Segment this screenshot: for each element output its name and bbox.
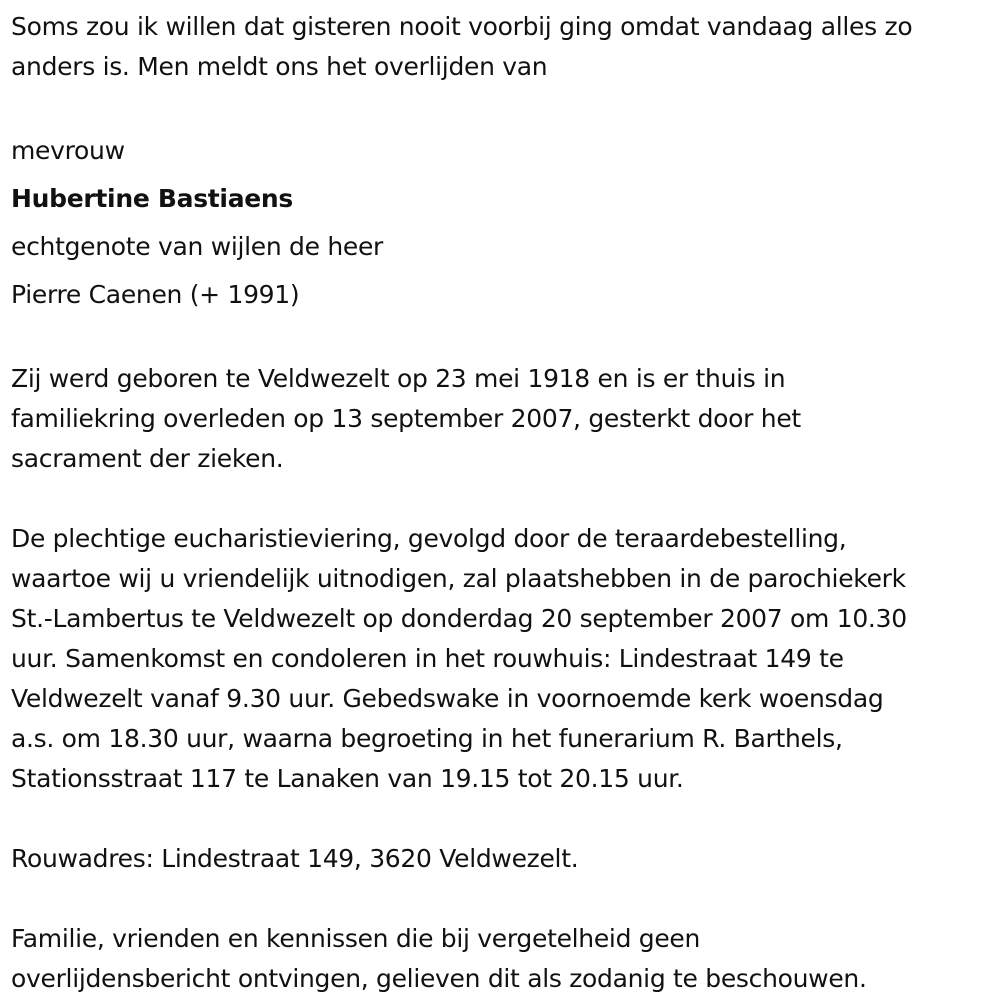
paragraph-line: Zij werd geboren te Veldwezelt op 23 mei 1918 en is er thuis in (11, 364, 786, 393)
paragraph-line: De plechtige eucharistieviering, gevolgd door de teraardebestelling, (11, 524, 847, 553)
birth-death-paragraph (11, 359, 996, 479)
paragraph-line: waartoe wij u vriendelijk uitnodigen, zal plaatshebben in de parochiekerk (11, 564, 906, 593)
address-paragraph (11, 839, 996, 879)
deceased-spouse: Pierre Caenen (+ 1991) (11, 280, 300, 309)
paragraph-line: uur. Samenkomst en condoleren in het rouwhuis: Lindestraat 149 te (11, 644, 844, 673)
deceased-name: Hubertine Bastiaens (11, 184, 294, 213)
deceased-title: mevrouw (11, 136, 125, 165)
deceased-relation: echtgenote van wijlen de heer (11, 232, 384, 261)
spacer (11, 87, 996, 127)
intro-line: anders is. Men meldt ons het overlijden van (11, 52, 548, 81)
mourning-address: Rouwadres: Lindestraat 149, 3620 Veldwezelt. (11, 844, 579, 873)
intro-paragraph (11, 7, 996, 87)
intro-line: Soms zou ik willen dat gisteren nooit voorbij ging omdat vandaag alles zo (11, 12, 913, 41)
spacer (11, 879, 996, 919)
paragraph-line: St.-Lambertus te Veldwezelt op donderdag 20 september 2007 om 10.30 (11, 604, 907, 633)
ceremony-paragraph (11, 519, 996, 799)
paragraph-line: sacrament der zieken. (11, 444, 284, 473)
paragraph-line: familiekring overleden op 13 september 2007, gesterkt door het (11, 404, 801, 433)
paragraph-line: Familie, vrienden en kennissen die bij vergetelheid geen (11, 924, 701, 953)
closing-paragraph (11, 919, 996, 999)
spacer (11, 479, 996, 519)
obituary-document (11, 7, 996, 999)
paragraph-line: a.s. om 18.30 uur, waarna begroeting in het funerarium R. Barthels, (11, 724, 843, 753)
deceased-block (11, 127, 996, 319)
spacer (11, 799, 996, 839)
paragraph-line: overlijdensbericht ontvingen, gelieven dit als zodanig te beschouwen. (11, 964, 867, 993)
paragraph-line: Stationsstraat 117 te Lanaken van 19.15 tot 20.15 uur. (11, 764, 684, 793)
spacer (11, 319, 996, 359)
paragraph-line: Veldwezelt vanaf 9.30 uur. Gebedswake in voornoemde kerk woensdag (11, 684, 884, 713)
